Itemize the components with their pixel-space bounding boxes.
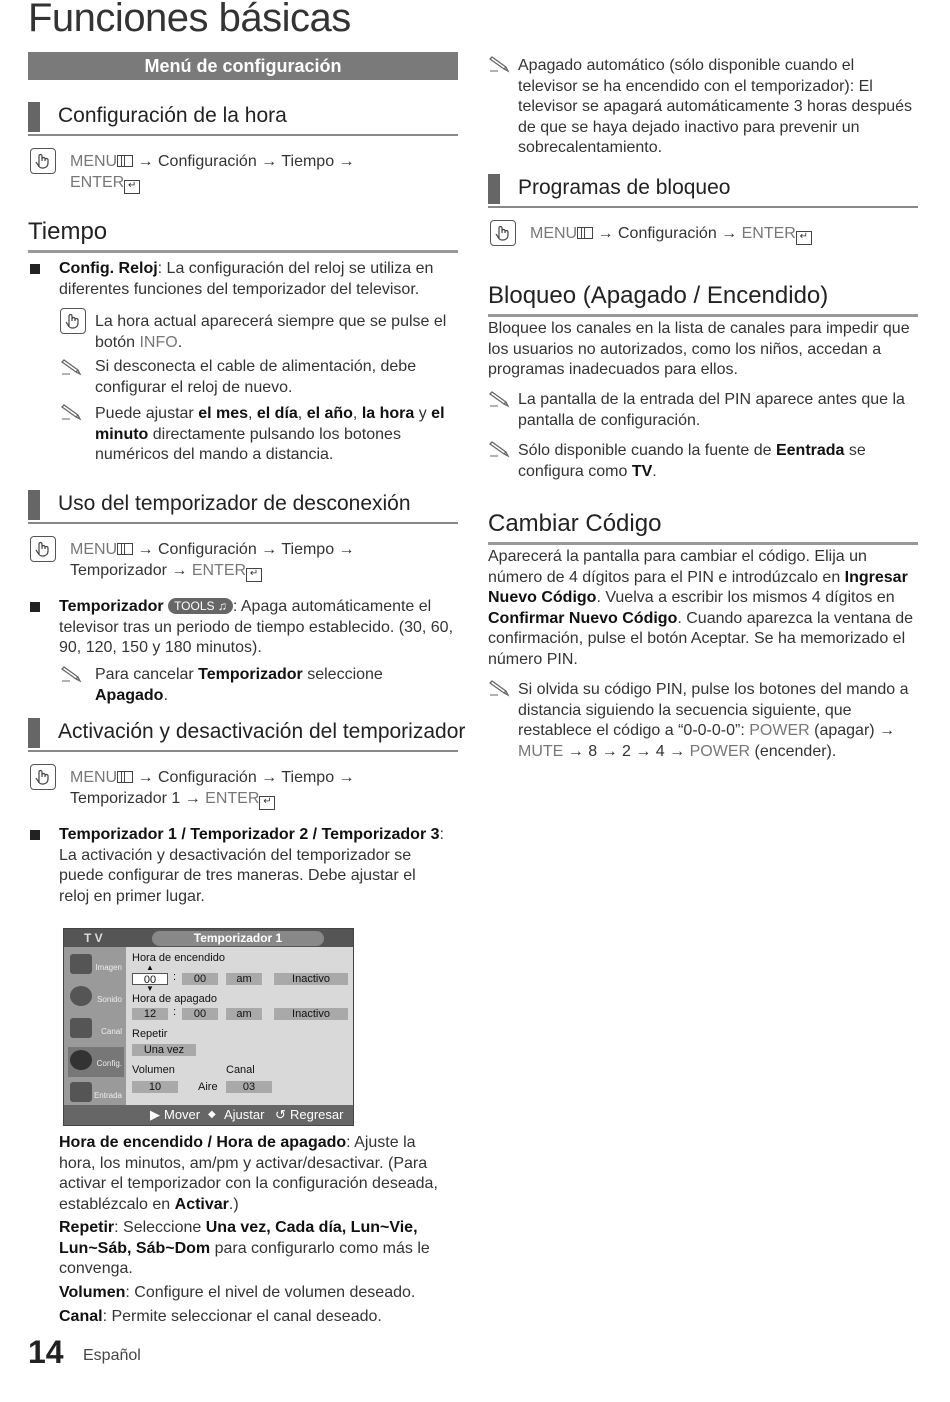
- input-icon: [70, 1082, 92, 1102]
- osd-side-imagen: [68, 951, 124, 981]
- path-text: → Configuración →: [593, 225, 742, 242]
- channel-icon: [70, 1018, 92, 1038]
- osd-bottom-bar: [64, 1105, 353, 1125]
- hand-icon: [30, 536, 56, 562]
- osd-sidebar: [64, 947, 126, 1105]
- osd-repeat-label: Repetir: [132, 1028, 168, 1040]
- t: ,: [248, 405, 257, 422]
- note-fuente: [518, 441, 918, 482]
- b: el año: [306, 405, 353, 422]
- b: el minuto: [95, 405, 445, 443]
- heading-uso-temporizador: [28, 492, 458, 524]
- t: : Configure el nivel de volumen deseado.: [125, 1284, 416, 1301]
- page-number: 14: [28, 1334, 64, 1370]
- t: se configura como: [518, 442, 866, 480]
- osd-off-state: Inactivo: [274, 1008, 348, 1020]
- t: .: [163, 686, 168, 704]
- updown-icon: ◆: [208, 1109, 216, 1120]
- osd-side-label: Sonido: [97, 995, 122, 1004]
- menu-label: MENU: [70, 153, 118, 170]
- bold-term: Temporizador 1 / Temporizador 2 / Temporizador 3: [59, 826, 440, 843]
- osd-repeat-value: Una vez: [132, 1044, 196, 1056]
- osd-side-label: Config.: [96, 1059, 122, 1068]
- osd-off-label: Hora de apagado: [132, 993, 218, 1005]
- t: directamente pulsando los botones numéricos del mando a distancia.: [95, 425, 401, 463]
- menu-icon: [117, 155, 133, 167]
- t: seleccione: [302, 666, 383, 683]
- tools-badge: TOOLS ♫: [168, 598, 233, 614]
- osd-on-hour: 00: [132, 973, 168, 985]
- osd-volume-label: Volumen: [132, 1064, 175, 1076]
- enter-icon: ↵: [796, 231, 812, 245]
- enter-label: ENTER: [741, 225, 796, 242]
- path-text: → Configuración → Tiempo →: [133, 541, 355, 558]
- osd-channel-label: Canal: [226, 1064, 255, 1076]
- note-text: .: [177, 333, 183, 351]
- heading-bloqueo: [488, 282, 918, 317]
- osd-on-label: Hora de encendido: [132, 952, 225, 964]
- note-apagado-auto: Apagado automático (sólo disponible cuando el televisor se ha encendido con el temporizador): El televisor se apagará automáticamente 3 horas después de que se haya dejado inactivo para prevenir un sobrecalentamiento.: [518, 57, 913, 156]
- osd-side-config: [68, 1047, 124, 1077]
- osd-adjust-label: Ajustar: [224, 1107, 265, 1122]
- t: . Cuando aparezca la ventana de confirmación, pulse el botón Aceptar. Se ha memorizado el número PIN.: [488, 609, 914, 668]
- path-programas: [530, 224, 920, 245]
- hand-icon: [490, 220, 516, 246]
- osd-return-label: Regresar: [290, 1107, 344, 1122]
- b: Activar: [174, 1195, 229, 1213]
- sound-icon: [70, 986, 92, 1006]
- enter-icon: ↵: [124, 180, 140, 194]
- osd-off-minute: 00: [182, 1008, 218, 1020]
- bold-term: Config. Reloj: [59, 260, 158, 277]
- note-text: La hora actual aparecerá siempre que se pulse el botón: [95, 313, 447, 351]
- t: : Permite seleccionar el canal deseado.: [102, 1308, 382, 1325]
- note-cancelar: [95, 665, 455, 706]
- heading-cambiar-codigo: [488, 510, 918, 545]
- t: ,: [297, 405, 307, 422]
- bold-term: Temporizador: [59, 598, 164, 615]
- path-text: Temporizador 1 →: [70, 789, 206, 807]
- g: POWER: [689, 742, 751, 760]
- heading-programas-text: Programas de bloqueo: [518, 176, 731, 199]
- heading-activacion-text: Activación y desactivación del temporizador: [58, 720, 466, 743]
- heading-tiempo: [28, 218, 458, 253]
- pencil-note-icon: [488, 55, 510, 73]
- desc-hora: [59, 1133, 449, 1215]
- t: Si olvida su código PIN, pulse los botones del mando a distancia siguiendo la secuencia siguiente, que restablece el código a “0-0-0-0”:: [518, 681, 909, 739]
- b: Eentrada: [775, 442, 845, 459]
- t: Sólo disponible cuando la fuente de: [518, 442, 776, 459]
- path-text: → Configuración → Tiempo →: [133, 769, 355, 786]
- bullet-square: [30, 264, 40, 274]
- enter-icon: ↵: [259, 796, 275, 810]
- desc-canal: [59, 1307, 449, 1328]
- osd-tv-label: T V: [84, 931, 103, 945]
- bullet-text: : La configuración del reloj se utiliza en diferentes funciones del temporizador del televisor.: [59, 260, 434, 298]
- b: Canal: [59, 1308, 103, 1325]
- t: → 8 → 2 → 4 →: [563, 742, 690, 760]
- play-icon: ▶: [150, 1107, 160, 1122]
- b: Confirmar Nuevo Código: [488, 609, 678, 627]
- heading-activacion: [28, 720, 466, 752]
- osd-on-minute: 00: [182, 973, 218, 985]
- osd-side-sonido: [68, 983, 124, 1013]
- b: el mes: [198, 405, 248, 422]
- b: Apagado: [95, 686, 164, 704]
- menu-icon: [577, 227, 593, 239]
- t: Aparecerá la pantalla para cambiar el código. Elija un número de 4 dígitos para el PIN e introdúzcalo en: [488, 548, 867, 586]
- t: .: [652, 462, 657, 480]
- return-icon: ↺: [275, 1107, 286, 1122]
- t: (encender).: [750, 742, 837, 760]
- hand-icon: [30, 148, 56, 174]
- path-uso: [70, 540, 440, 582]
- enter-label: ENTER: [70, 173, 125, 191]
- hand-icon: [30, 764, 56, 790]
- gear-icon: [70, 1050, 92, 1070]
- note-olvida: [518, 680, 918, 762]
- osd-side-canal: [68, 1015, 124, 1045]
- bullet-square: [30, 830, 40, 840]
- heading-hora: [28, 104, 458, 136]
- bullet-config-reloj: [59, 259, 449, 300]
- bullet-square: [30, 602, 40, 612]
- desc-volumen: [59, 1283, 449, 1304]
- heading-hora-text: Configuración de la hora: [58, 104, 287, 127]
- osd-volume-value: 10: [132, 1081, 178, 1093]
- pencil-note-icon: [60, 358, 82, 376]
- menu-icon: [117, 771, 133, 783]
- menu-label: MENU: [70, 769, 118, 786]
- osd-on-ampm: am: [226, 973, 262, 985]
- pencil-note-icon: [488, 390, 510, 408]
- tools-label: TOOLS: [174, 599, 215, 613]
- arrow-up-icon: ▲: [146, 963, 154, 972]
- b: Una vez, Cada día, Lun~Vie, Lun~Sáb, Sáb~Dom: [59, 1219, 418, 1257]
- osd-side-label: Imagen: [95, 963, 122, 972]
- pencil-note-icon: [60, 403, 82, 421]
- pencil-note-icon: [488, 679, 510, 697]
- para-codigo: [488, 547, 918, 670]
- path-activacion: [70, 768, 440, 810]
- section-banner: Menú de configuración: [28, 52, 458, 80]
- path-text: Temporizador →: [70, 561, 192, 579]
- pencil-note-icon: [488, 440, 510, 458]
- picture-icon: [70, 954, 92, 974]
- enter-icon: ↵: [246, 568, 262, 582]
- heading-codigo-text: Cambiar Código: [488, 510, 662, 537]
- pencil-note-icon: [60, 665, 82, 683]
- heading-tiempo-text: Tiempo: [28, 218, 108, 245]
- note-desconecta: Si desconecta el cable de alimentación, debe configurar el reloj de nuevo.: [95, 358, 417, 396]
- b: Temporizador: [198, 666, 303, 683]
- t: Puede ajustar: [95, 405, 199, 422]
- b: el día: [256, 405, 298, 422]
- osd-on-state: Inactivo: [274, 973, 348, 985]
- arrow-down-icon: ▼: [146, 984, 154, 993]
- osd-tab-title: Temporizador 1: [152, 931, 324, 946]
- osd-off-ampm: am: [226, 1008, 262, 1020]
- para-bloqueo: Bloquee los canales en la lista de canales para impedir que los usuarios no autorizados, como los niños, accedan a programas inadecuados para ellos.: [488, 320, 910, 378]
- t: y: [414, 405, 432, 422]
- osd-side-label: Entrada: [93, 1091, 122, 1100]
- menu-icon: [117, 543, 133, 555]
- osd-channel-type: Aire: [198, 1081, 218, 1093]
- t: Para cancelar: [95, 666, 199, 683]
- osd-side-label: Canal: [101, 1027, 122, 1036]
- heading-programas: [488, 176, 918, 208]
- menu-label: MENU: [70, 541, 118, 558]
- page-language: Español: [83, 1347, 141, 1364]
- heading-bloqueo-text: Bloqueo (Apagado / Encendido): [488, 282, 829, 309]
- osd-off-hour: 12: [132, 1008, 168, 1020]
- menu-label: MENU: [530, 225, 578, 242]
- t: .): [228, 1195, 239, 1213]
- t: (apagar) →: [809, 722, 896, 739]
- page-title: Funciones básicas: [28, 0, 351, 40]
- enter-label: ENTER: [191, 561, 247, 579]
- g: POWER: [749, 722, 810, 739]
- hand-icon: [60, 308, 86, 334]
- osd-colon: :: [173, 1006, 177, 1018]
- osd-colon: :: [173, 971, 177, 983]
- desc-repetir: [59, 1218, 449, 1280]
- osd-top-bar: [64, 929, 353, 947]
- osd-move-label: Mover: [164, 1107, 201, 1122]
- t: : Ajuste la hora, los minutos, am/pm y activar/desactivar. (Para activar el temporizador con la configuración deseada, establézcalo en: [59, 1134, 438, 1213]
- b: la hora: [361, 405, 415, 422]
- info-label: INFO: [139, 333, 178, 351]
- path-hora: [70, 152, 440, 194]
- note-pin: La pantalla de la entrada del PIN aparece antes que la pantalla de configuración.: [518, 391, 905, 429]
- bullet-text: : Apaga automáticamente el televisor tras un periodo de tiempo establecido. (30, 60, 90, 120, 150 y 180 minutos).: [59, 598, 454, 656]
- b: Volumen: [59, 1284, 126, 1301]
- enter-label: ENTER: [205, 789, 260, 807]
- osd-channel-value: 03: [226, 1081, 272, 1093]
- path-text: → Configuración → Tiempo →: [133, 153, 355, 170]
- b: Repetir: [59, 1219, 115, 1236]
- b: Hora de encendido / Hora de apagado: [59, 1134, 347, 1151]
- bullet-text: : La activación y desactivación del temporizador se puede configurar de tres maneras. Debe ajustar el reloj en primer lugar.: [59, 826, 444, 905]
- t: . Vuelva a escribir los mismos 4 dígitos en: [596, 589, 895, 606]
- b: Ingresar Nuevo Código: [488, 568, 908, 606]
- note-ajustar: [95, 404, 455, 466]
- heading-uso-text: Uso del temporizador de desconexión: [58, 492, 411, 515]
- osd-main-panel: [126, 947, 353, 1105]
- bullet-temporizador-123: [59, 825, 449, 907]
- t: para configurarlo como más le convenga.: [59, 1239, 430, 1277]
- bullet-temporizador: [59, 597, 454, 659]
- g: MUTE: [518, 742, 564, 760]
- t: ,: [352, 405, 362, 422]
- b: TV: [631, 462, 653, 480]
- t: : Seleccione: [114, 1219, 206, 1236]
- note-hora-actual: [95, 312, 455, 353]
- timer-osd-screenshot: [63, 928, 354, 1126]
